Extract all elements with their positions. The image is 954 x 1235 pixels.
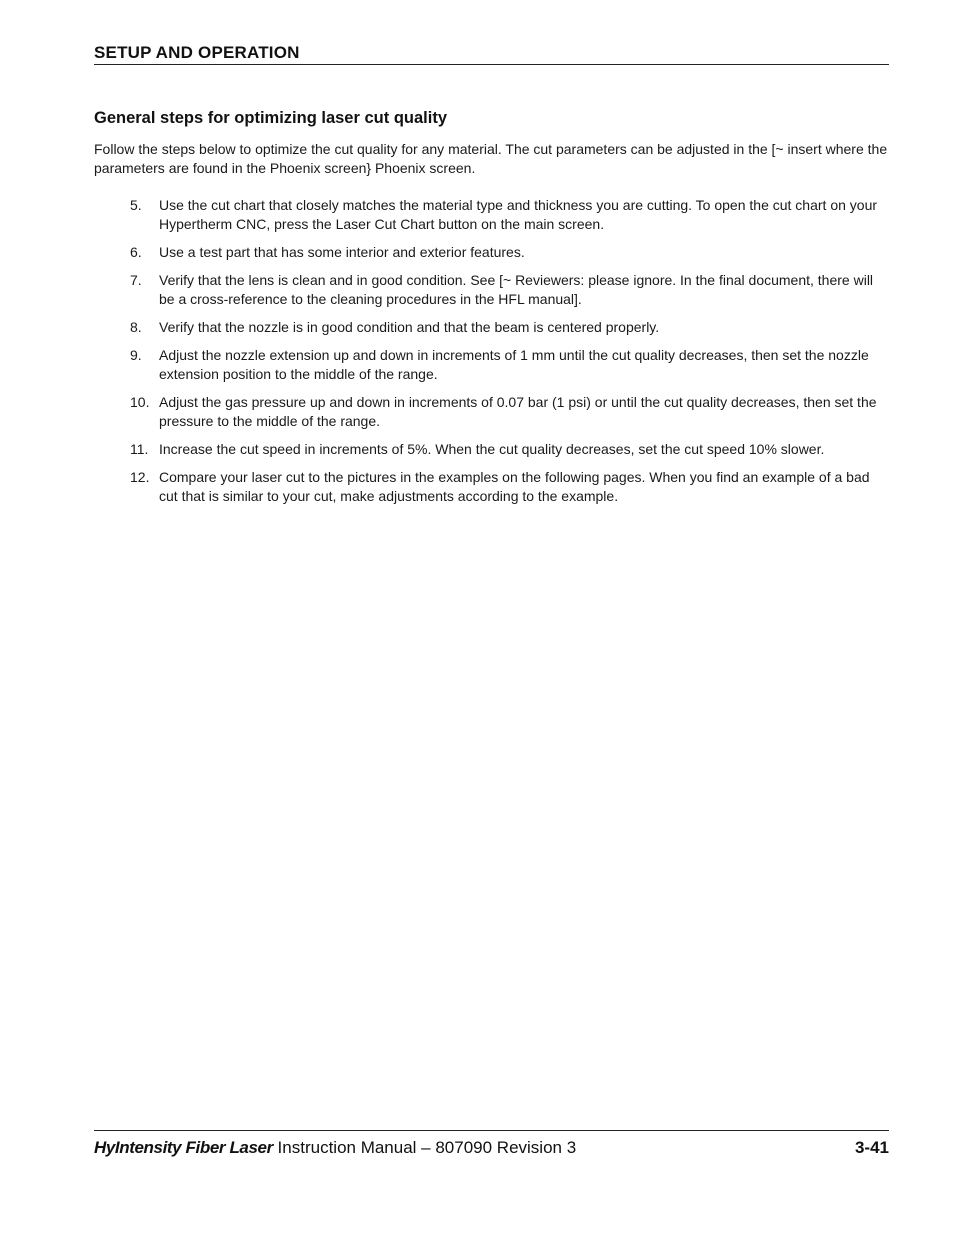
list-item (94, 393, 889, 431)
step-number: 10. (130, 394, 150, 410)
page-number: 3-41 (854, 1138, 889, 1157)
intro-paragraph: Follow the steps below to optimize the cut quality for any material. The cut parameters can be adjusted in the [~ insert where the parameters are found in the Phoenix screen} Phoenix screen. (94, 141, 888, 176)
list-item (94, 440, 889, 459)
list-item (94, 468, 889, 506)
step-text: Verify that the nozzle is in good condition and that the beam is centered properly. (159, 319, 660, 335)
step-number: 7. (130, 272, 142, 288)
list-item (94, 243, 889, 262)
list-item (94, 271, 889, 309)
list-item (94, 196, 889, 234)
footer-manual-info (94, 1138, 576, 1158)
header-title: SETUP AND OPERATION (94, 43, 300, 62)
step-text: Use a test part that has some interior and exterior features. (159, 244, 525, 260)
step-text: Use the cut chart that closely matches the material type and thickness you are cutting. To open the cut chart on your Hypertherm CNC, press the Laser Cut Chart button on the main screen. (159, 197, 878, 232)
step-number: 11. (130, 441, 149, 457)
step-number: 5. (130, 197, 142, 213)
step-number: 9. (130, 347, 142, 363)
step-text: Verify that the lens is clean and in good condition. See [~ Reviewers: please ignore. In the final document, there will be a cross-reference to the cleaning procedures in the HFL manual]. (159, 272, 874, 307)
header-divider (94, 64, 889, 65)
footer-divider (94, 1130, 889, 1131)
step-text: Increase the cut speed in increments of 5%. When the cut quality decreases, set the cut speed 10% slower. (159, 441, 825, 457)
footer-brand: HyIntensity Fiber Laser (94, 1138, 273, 1157)
step-text: Adjust the gas pressure up and down in increments of 0.07 bar (1 psi) or until the cut quality decreases, then set the pressure to the middle of the range. (159, 394, 877, 429)
step-number: 6. (130, 244, 142, 260)
steps-list (94, 196, 889, 515)
footer-manual-title: Instruction Manual – 807090 Revision 3 (277, 1138, 577, 1157)
section-heading: General steps for optimizing laser cut quality (94, 109, 447, 127)
list-item (94, 346, 889, 384)
step-number: 12. (130, 469, 150, 485)
step-number: 8. (130, 319, 142, 335)
list-item (94, 318, 889, 337)
step-text: Adjust the nozzle extension up and down in increments of 1 mm until the cut quality decreases, then set the nozzle extension position to the middle of the range. (159, 347, 869, 382)
step-text: Compare your laser cut to the pictures in the examples on the following pages. When you find an example of a bad cut that is similar to your cut, make adjustments according to the example. (159, 469, 870, 504)
